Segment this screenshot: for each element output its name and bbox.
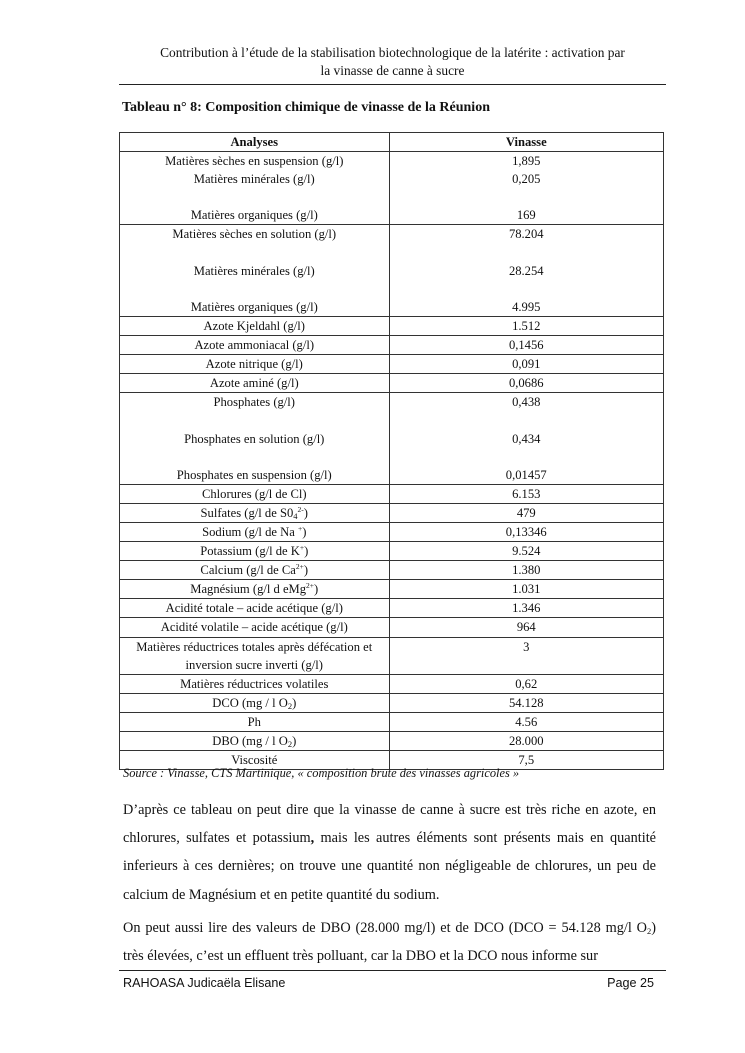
label-phosphates: Phosphates (g/l) <box>213 395 296 410</box>
value-azote-amine: 0,0686 <box>389 374 663 393</box>
label-magnesium-close: ) <box>314 582 319 597</box>
label-magnesium-sup: 2+ <box>306 581 315 591</box>
value-sodium: 0,13346 <box>389 522 663 541</box>
label-acidite-totale: Acidité totale – acide acétique (g/l) <box>120 599 390 618</box>
value-azote-nitrique: 0,091 <box>389 355 663 374</box>
label-azote-kjeldahl: Azote Kjeldahl (g/l) <box>120 316 390 335</box>
label-potassium-sup: + <box>299 543 305 553</box>
label-reductrices-totales <box>120 637 390 674</box>
label-organic-solution: Matières organiques (g/l) <box>190 299 318 314</box>
label-dbo-text: DBO (mg / l O <box>212 734 288 748</box>
value-reductrices-volatiles: 0,62 <box>389 674 663 693</box>
paragraph-2-sub: 2 <box>646 926 652 936</box>
label-azote-ammoniacal: Azote ammoniacal (g/l) <box>120 336 390 355</box>
page-header <box>120 44 665 80</box>
table-row <box>120 599 664 618</box>
table-row-phosphates <box>120 393 664 484</box>
label-dco <box>120 693 390 712</box>
table-row-suspension <box>120 152 664 225</box>
value-mineral-solution: 28.254 <box>508 263 544 278</box>
col-header-analyses: Analyses <box>120 133 390 152</box>
label-azote-nitrique: Azote nitrique (g/l) <box>120 355 390 374</box>
header-line-1: Contribution à l’étude de la stabilisation biotechnologique de la latérite : activation par <box>160 45 625 60</box>
value-acidite-volatile: 964 <box>389 618 663 637</box>
table-row <box>120 712 664 731</box>
value-acidite-totale: 1.346 <box>389 599 663 618</box>
label-magnesium <box>120 580 390 599</box>
label-sulfates-sub: 4 <box>293 510 298 521</box>
label-ph: Ph <box>120 712 390 731</box>
label-calcium <box>120 561 390 580</box>
paragraph-2 <box>123 914 656 970</box>
label-sulfates-sup: 2- <box>297 504 304 514</box>
label-mineral-solution: Matières minérales (g/l) <box>193 263 315 278</box>
label-chlorures: Chlorures (g/l de Cl) <box>120 484 390 503</box>
value-ph: 4.56 <box>389 712 663 731</box>
label-potassium <box>120 542 390 561</box>
composition-table <box>119 132 664 770</box>
table-title: Tableau n° 8: Composition chimique de vinasse de la Réunion <box>122 100 490 115</box>
table-row <box>120 374 664 393</box>
header-line-2: la vinasse de canne à sucre <box>320 63 465 78</box>
table-row <box>120 580 664 599</box>
value-chlorures: 6.153 <box>389 484 663 503</box>
cell-analysis <box>120 393 390 484</box>
table-row <box>120 336 664 355</box>
paragraph-1-comma: , <box>310 830 315 847</box>
label-calcium-close: ) <box>303 563 309 578</box>
col-header-vinasse: Vinasse <box>389 133 663 152</box>
table-row <box>120 316 664 335</box>
label-sodium <box>120 522 390 541</box>
value-phosphates-solution: 0,434 <box>512 431 541 446</box>
paragraph-2-text-end: ) très élevées, c’est un effluent très polluant, car la DBO et la DCO nous informe sur <box>123 920 656 965</box>
label-azote-amine: Azote aminé (g/l) <box>120 374 390 393</box>
table-row <box>120 503 664 522</box>
value-azote-kjeldahl: 1.512 <box>389 316 663 335</box>
table-row <box>120 693 664 712</box>
table-row <box>120 618 664 637</box>
label-viscosite: Viscosité <box>120 751 390 770</box>
paragraph-1-text: D’après ce tableau on peut dire que la vinasse de canne à sucre est très riche en azote, en chlorures, sulfates et potassium <box>123 802 656 847</box>
paragraph-2-text: On peut aussi lire des valeurs de DBO (28.000 mg/l) et de DCO (DCO = 54.128 mg/l O <box>123 920 647 936</box>
label-dbo <box>120 732 390 751</box>
table-row <box>120 355 664 374</box>
value-calcium: 1.380 <box>389 561 663 580</box>
paragraph-1 <box>123 796 656 909</box>
label-magnesium-text: Magnésium (g/l d eMg <box>190 582 307 597</box>
table-row <box>120 637 664 674</box>
value-ms-solution: 78.204 <box>508 227 544 242</box>
value-azote-ammoniacal: 0,1456 <box>389 336 663 355</box>
table-row <box>120 674 664 693</box>
label-ms-suspension: Matières sèches en suspension (g/l) <box>165 154 344 169</box>
label-reductrices-totales-line-1: Matières réductrices totales après défécation et <box>136 639 373 654</box>
label-dco-sub: 2 <box>287 700 293 711</box>
value-dbo: 28.000 <box>389 732 663 751</box>
value-potassium: 9.524 <box>389 542 663 561</box>
cell-value <box>389 152 663 225</box>
label-sulfates <box>120 503 390 522</box>
footer-page-number: Page 25 <box>607 976 654 990</box>
cell-analysis <box>120 152 390 225</box>
label-organic-suspension: Matières organiques (g/l) <box>190 208 318 223</box>
table-row <box>120 561 664 580</box>
label-dco-text: DCO (mg / l O <box>212 695 288 710</box>
label-sodium-text: Sodium (g/l de Na <box>202 524 298 539</box>
label-phosphates-suspension: Phosphates en suspension (g/l) <box>176 467 332 482</box>
label-reductrices-totales-line-2: inversion sucre inverti (g/l) <box>185 657 323 672</box>
cell-analysis <box>120 225 390 316</box>
label-dbo-close: ) <box>292 734 297 748</box>
footer-divider <box>119 970 666 971</box>
value-organic-suspension: 169 <box>516 208 536 223</box>
label-sodium-close: ) <box>302 524 307 539</box>
label-sulfates-text: Sulfates (g/l de S0 <box>200 505 294 520</box>
value-reductrices-totales: 3 <box>389 637 663 674</box>
label-dco-close: ) <box>292 695 297 710</box>
table-row <box>120 522 664 541</box>
value-magnesium: 1.031 <box>389 580 663 599</box>
table-source: Source : Vinasse, CTS Martinique, « composition brute des vinasses agricoles » <box>123 766 520 780</box>
label-reductrices-volatiles: Matières réductrices volatiles <box>120 674 390 693</box>
value-viscosite: 7,5 <box>389 751 663 770</box>
label-dbo-sub: 2 <box>287 739 293 749</box>
table-row <box>120 732 664 751</box>
value-dco: 54.128 <box>389 693 663 712</box>
header-divider <box>119 84 666 85</box>
label-potassium-close: ) <box>304 544 309 559</box>
table-row-solution <box>120 225 664 316</box>
value-phosphates-suspension: 0,01457 <box>505 467 547 482</box>
value-ms-suspension: 1,895 <box>512 154 541 169</box>
value-sulfates: 479 <box>389 503 663 522</box>
label-sodium-sup: + <box>297 523 303 533</box>
label-mineral-suspension: Matières minérales (g/l) <box>193 172 315 187</box>
label-phosphates-solution: Phosphates en solution (g/l) <box>184 431 325 446</box>
table-header-row <box>120 133 664 152</box>
value-organic-solution: 4.995 <box>512 299 541 314</box>
table-row <box>120 542 664 561</box>
label-calcium-sup: 2+ <box>295 562 304 572</box>
label-ms-solution: Matières sèches en solution (g/l) <box>172 227 337 242</box>
cell-value <box>389 393 663 484</box>
value-mineral-suspension: 0,205 <box>512 172 541 187</box>
table-row <box>120 484 664 503</box>
label-sulfates-close: ) <box>303 505 308 520</box>
cell-value <box>389 225 663 316</box>
paragraph-1-text-end: mais les autres éléments sont présents mais en quantité inferieurs à ces dernières; on trouve une quantité non négligeable de chlorures, un peu de calcium de Magnésium et en petite quantité du sodium. <box>123 830 657 903</box>
footer-author: RAHOASA Judicaëla Elisane <box>123 976 286 990</box>
label-potassium-text: Potassium (g/l de K <box>200 544 300 559</box>
label-acidite-volatile: Acidité volatile – acide acétique (g/l) <box>120 618 390 637</box>
value-phosphates: 0,438 <box>512 395 541 410</box>
label-calcium-text: Calcium (g/l de Ca <box>200 563 296 578</box>
